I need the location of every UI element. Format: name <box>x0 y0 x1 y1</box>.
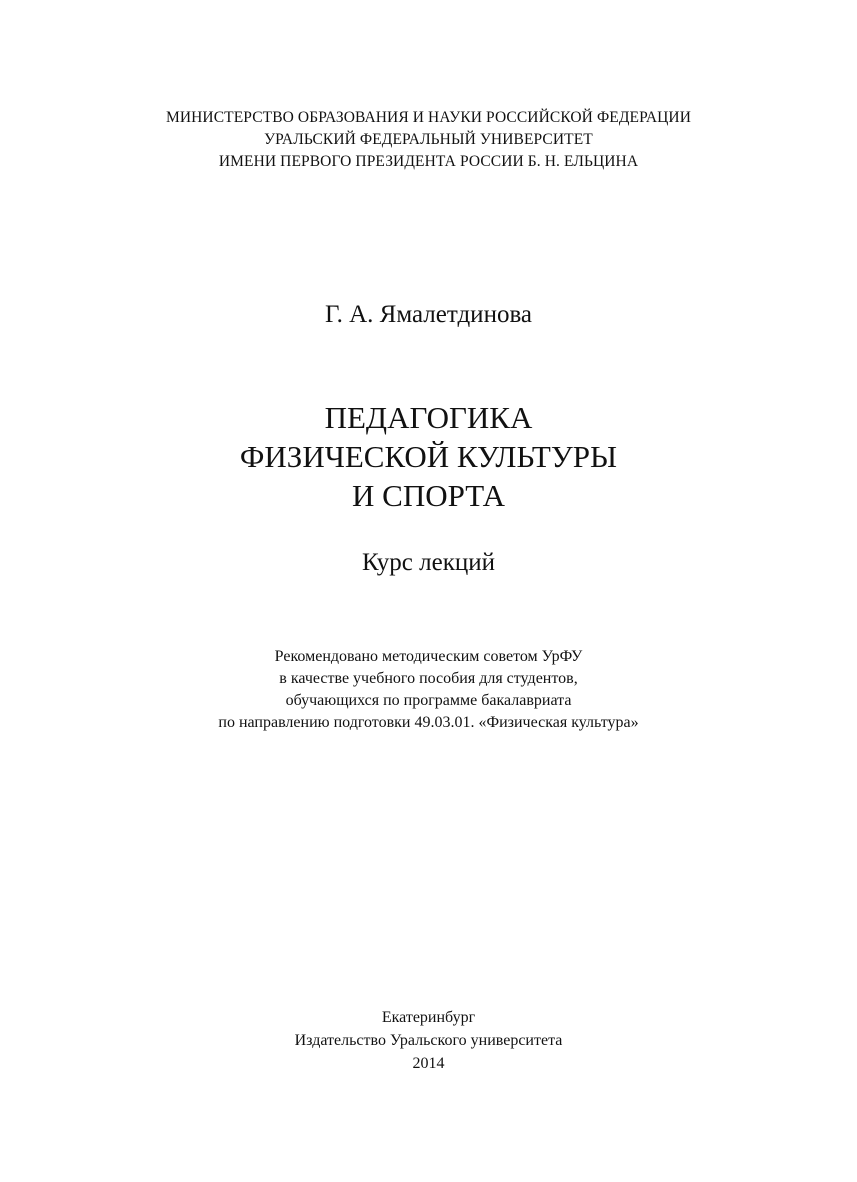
author-name: Г. А. Ямалетдинова <box>324 301 533 328</box>
imprint-year: 2014 <box>412 1055 445 1072</box>
imprint-publisher: Издательство Уральского университета <box>294 1032 563 1049</box>
book-title-line-1: ПЕДАГОГИКА <box>324 400 533 435</box>
recommendation-line-4: по направлению подготовки 49.03.01. «Физическая культура» <box>218 714 639 731</box>
imprint-city: Екатеринбург <box>381 1009 476 1026</box>
book-title-line-3: И СПОРТА <box>352 478 505 513</box>
subtitle-text: Курс лекций <box>362 549 495 576</box>
book-title-line-2: ФИЗИЧЕСКОЙ КУЛЬТУРЫ <box>239 439 618 474</box>
university-dedication-line: ИМЕНИ ПЕРВОГО ПРЕЗИДЕНТА РОССИИ Б. Н. ЕЛЬЦИНА <box>218 153 639 170</box>
imprint <box>0 1006 857 1075</box>
recommendation-line-2: в качестве учебного пособия для студентов, <box>279 670 578 687</box>
author-block <box>0 299 857 331</box>
book-title <box>0 398 857 515</box>
ministry-line: МИНИСТЕРСТВО ОБРАЗОВАНИЯ И НАУКИ РОССИЙСКОЙ ФЕДЕРАЦИИ <box>165 109 692 126</box>
recommendation-note <box>0 646 857 734</box>
university-line: УРАЛЬСКИЙ ФЕДЕРАЛЬНЫЙ УНИВЕРСИТЕТ <box>264 131 593 148</box>
book-subtitle <box>0 547 857 579</box>
institution-header <box>0 107 857 173</box>
recommendation-line-1: Рекомендовано методическим советом УрФУ <box>274 648 583 665</box>
recommendation-line-3: обучающихся по программе бакалавриата <box>285 692 572 709</box>
